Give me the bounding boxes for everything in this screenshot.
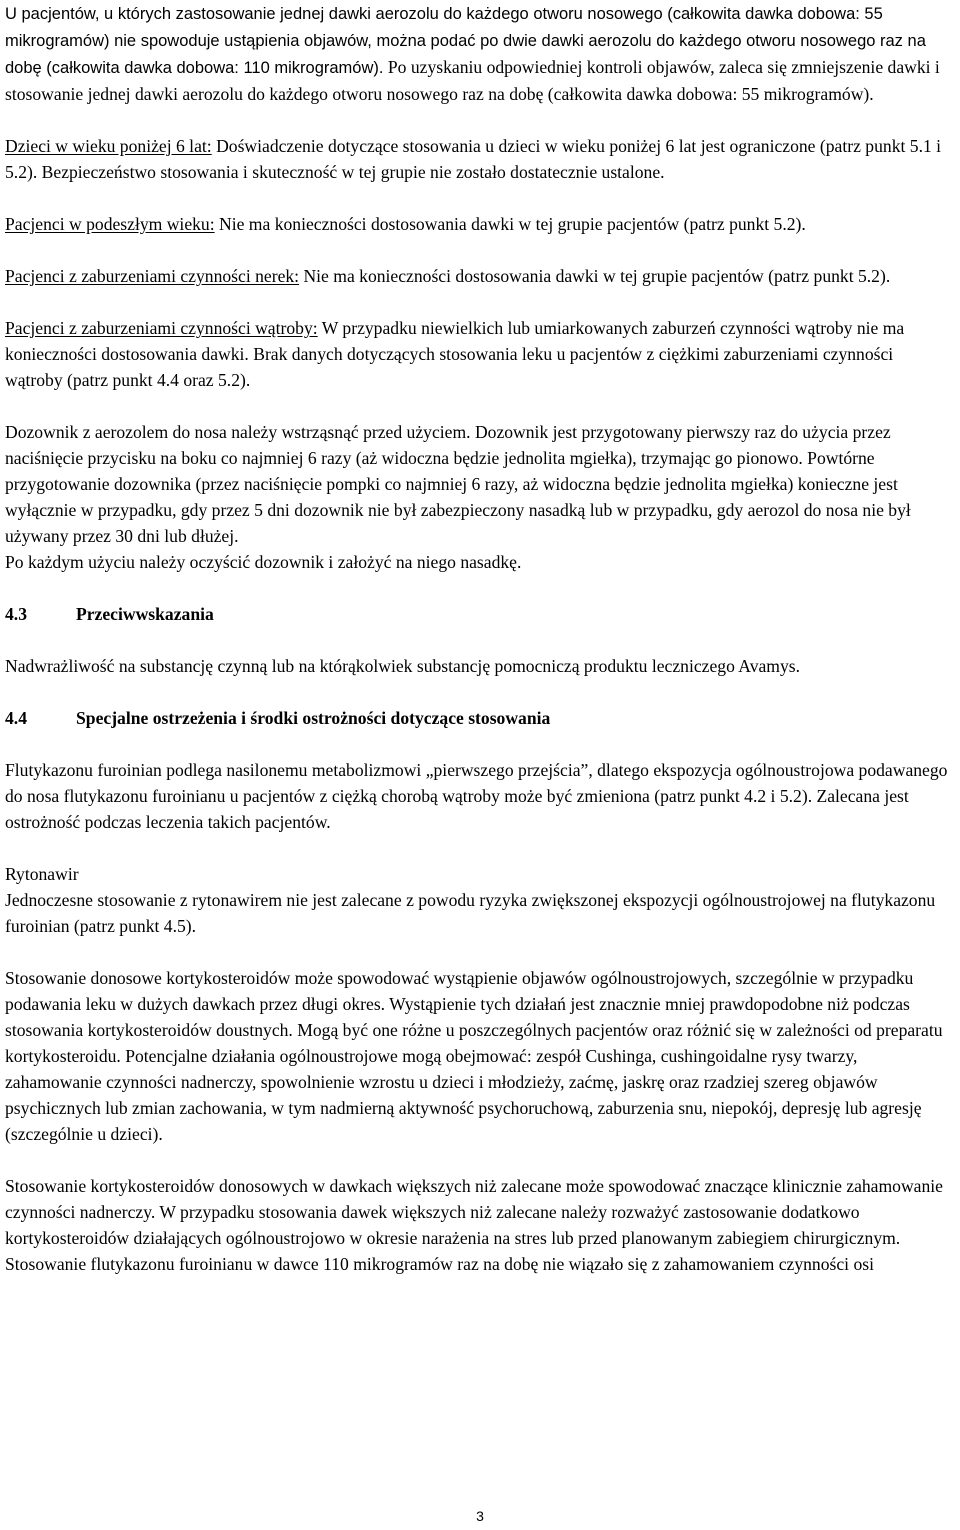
document-page (5, 0, 951, 1303)
section-number: 4.3 (5, 604, 27, 624)
elderly-text: Nie ma konieczności dostosowania dawki w tej grupie pacjentów (patrz punkt 5.2). (214, 214, 806, 234)
children-under-6-paragraph (5, 133, 951, 185)
children-under-6-text: Doświadczenie dotyczące stosowania u dzieci w wieku poniżej 6 lat jest ograniczone (patrz punkt 5.1 i 5.2). Bezpieczeństwo stosowania i skuteczność w tej grupie nie zostało dostatecznie ustalone. (5, 136, 942, 182)
renal-impairment-paragraph (5, 263, 951, 289)
ritonavir-text: Jednoczesne stosowanie z rytonawirem nie jest zalecane z powodu ryzyka zwiększonej ekspozycji ogólnoustrojowej na flutykazonu furoinian (patrz punkt 4.5). (5, 890, 936, 936)
device-priming-text: Dozownik z aerozolem do nosa należy wstrząsnąć przed użyciem. Dozownik jest przygotowany pierwszy raz do użycia przez naciśnięcie przycisku na boku co najmniej 6 razy (aż widoczna będzie jednolita mgiełka), trzymając go pionowo. Powtórne przygotowanie dozownika (przez naciśnięcie pompki co najmniej 6 razy, aż widoczna będzie jednolita mgiełka) konieczne jest wyłącznie w przypadku, gdy przez 5 dni dozownik nie był zabezpieczony nasadką lub w przypadku, gdy aerozol do nosa nie był używany przez 30 dni lub dłużej. (5, 422, 911, 546)
dosing-paragraph (5, 0, 951, 107)
contraindications-paragraph: Nadwrażliwość na substancję czynną lub na którąkolwiek substancję pomocniczą produktu leczniczego Avamys. (5, 656, 801, 676)
dosing-text-sans: U pacjentów, u których zastosowanie jednej dawki aerozolu do każdego otworu nosowego (całkowita dawka dobowa: 55 mikrogramów) nie spowoduje ustąpienia objawów, można podać po dwie dawki aerozolu do każdego otworu nosowego raz na dobę (całkowita dawka dobowa: 110 mikrogramów). (5, 5, 926, 77)
page-number: 3 (476, 1508, 484, 1524)
hepatic-impairment-paragraph (5, 315, 951, 393)
dosing-text: Po uzyskaniu odpowiedniej kontroli objawów, zaleca się zmniejszenie dawki i stosowanie jednej dawki aerozolu do każdego otworu nosowego raz na dobę (całkowita dawka dobowa: 55 mikrogramów). (5, 57, 940, 104)
ritonavir-label: Rytonawir (5, 864, 79, 884)
elderly-paragraph (5, 211, 951, 237)
systemic-effects-paragraph: Stosowanie donosowe kortykosteroidów może spowodować wystąpienie objawów ogólnoustrojowych, szczególnie w przypadku podawania leku w dużych dawkach przez długi okres. Wystąpienie tych działań jest znacznie mniej prawdopodobne niż podczas stosowania kortykosteroidów doustnych. Mogą być one różne u poszczególnych pacjentów oraz różnić się w zależności od preparatu kortykosteroidu. Potencjalne działania ogólnoustrojowe mogą obejmować: zespół Cushinga, cushingoidalne rysy twarzy, zahamowanie czynności nadnerczy, spowolnienie wzrostu u dzieci i młodzieży, zaćmę, jaskrę oraz rzadziej szereg objawów psychicznych lub zmian zachowania, w tym nadmierną aktywność psychoruchową, zaburzenia snu, niepokój, depresję lub agresję (szczególnie u dzieci). (5, 968, 943, 1144)
high-dose-paragraph: Stosowanie kortykosteroidów donosowych w dawkach większych niż zalecane może spowodować znaczące klinicznie zahamowanie czynności nadnerczy. W przypadku stosowania dawek większych niż zalecane należy rozważyć zastosowanie dodatkowo kortykosteroidów działających ogólnoustrojowo w okresie narażenia na stres lub przed planowanym zabiegiem chirurgicznym. Stosowanie flutykazonu furoinianu w dawce 110 mikrogramów raz na dobę nie wiązało się z zahamowaniem czynności osi (5, 1176, 943, 1274)
children-under-6-label: Dzieci w wieku poniżej 6 lat: (5, 136, 212, 156)
hepatic-impairment-text: W przypadku niewielkich lub umiarkowanych zaburzeń czynności wątroby nie ma konieczności dostosowania dawki. Brak danych dotyczących stosowania leku u pacjentów z ciężkimi zaburzeniami czynności wątroby (patrz punkt 4.4 oraz 5.2). (5, 318, 905, 390)
section-number: 4.4 (5, 708, 27, 728)
hepatic-impairment-label: Pacjenci z zaburzeniami czynności wątroby: (5, 318, 318, 338)
device-cleaning-text: Po każdym użyciu należy oczyścić dozownik i założyć na niego nasadkę. (5, 552, 522, 572)
section-title: Przeciwwskazania (76, 604, 214, 624)
section-title: Specjalne ostrzeżenia i środki ostrożności dotyczące stosowania (76, 708, 551, 728)
elderly-label: Pacjenci w podeszłym wieku: (5, 214, 215, 234)
device-instructions-paragraph (5, 419, 951, 575)
ritonavir-paragraph (5, 861, 951, 939)
section-heading-4-4 (5, 705, 951, 731)
renal-impairment-label: Pacjenci z zaburzeniami czynności nerek: (5, 266, 300, 286)
section-heading-4-3 (5, 601, 951, 627)
first-pass-paragraph: Flutykazonu furoinian podlega nasilonemu metabolizmowi „pierwszego przejścia”, dlatego ekspozycja ogólnoustrojowa podawanego do nosa flutykazonu furoinianu u pacjentów z ciężką chorobą wątroby może być zmieniona (patrz punkt 4.2 i 5.2). Zalecana jest ostrożność podczas leczenia takich pacjentów. (5, 760, 948, 832)
renal-impairment-text: Nie ma konieczności dostosowania dawki w tej grupie pacjentów (patrz punkt 5.2). (299, 266, 891, 286)
